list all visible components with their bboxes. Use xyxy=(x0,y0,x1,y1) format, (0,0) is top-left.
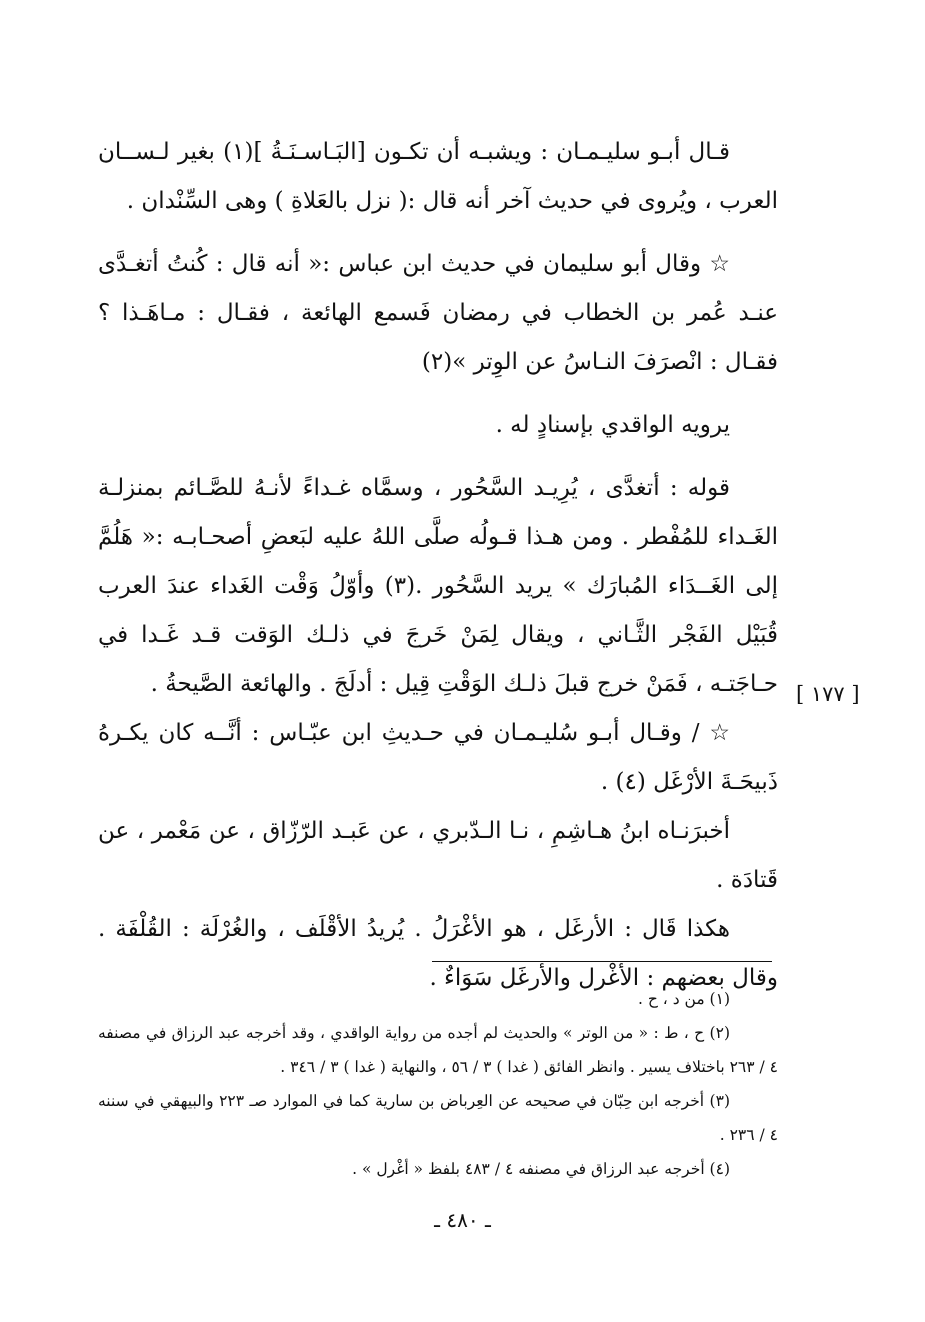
footnote-1: (١) من د ، ح . xyxy=(637,990,730,1008)
paragraph-7: هكذا قَال : الأرغَل ، هو الأغْرَلُ . يُريدُ الأقْلَف ، والغُرْلَة : القُلْفَة . وقال بعضهم : الأغْرل والأرغَل سَوَاءٌ . xyxy=(98,916,778,991)
margin-reference: [ ١٧٧ ] xyxy=(796,682,860,706)
footnote-divider xyxy=(432,961,772,962)
footnotes xyxy=(98,982,778,1186)
page-number: ـ ٤٨٠ ـ xyxy=(434,1208,491,1232)
footnote-2: (٢) ح ، ط : « من الوتر » والحديث لم أجده من رواية الواقدي ، وقد أخرجه عبد الرزاق في مصنفه ٤ / ٢٦٣ باختلاف يسير . وانظر الفائق ( غدا ) ٣ / ٥٦ ، والنهاية ( غدا ) ٣ / ٣٤٦ . xyxy=(98,1024,778,1076)
main-text xyxy=(98,128,778,1003)
paragraph-6: أخبرَنـاه ابنُ هـاشِمِ ، نـا الـدّبري ، عن عَبـد الرّزّاق ، عن مَعْمر ، عن قَتادَة . xyxy=(98,818,778,893)
footnote-3: (٣) أخرجه ابن حِبّان في صحيحه عن العِرباض بن سارية كما في الموارد صـ ٢٢٣ والبيهقي في سننه ٤ / ٢٣٦ . xyxy=(98,1092,778,1144)
paragraph-2: ☆ وقال أبو سليمان في حديث ابن عباس :« أنه قال : كُنتُ أتغـدَّى عنـد عُمر بن الخطاب في رمضان فَسمع الهائعة ، فقـال : مـاهَـذا ؟ فقـال : انْصرَفَ النـاسُ عن الوِتر »(٢) xyxy=(98,251,778,375)
paragraph-1: قـال أبـو سليـمـان : ويشبـه أن تكـون [البَـاسـنَـةُ ](١) بغير لـســان العرب ، ويُروى في حديث آخر أنه قال :( نزل بالعَلاةِ ) وهى السِّنْدان . xyxy=(98,139,778,214)
paragraph-4: قوله : أتغدَّى ، يُرِيـد السَّحُور ، وسمَّاه غـداءً لأنـهُ للصَّـائم بمنزلـة الغَـداء للمُفْطر . ومن هـذا قـولُه صلَّى اللهُ عليه لبَعضِ أصحـابـه :« هَلُمَّ إلى الغَــدَاء المُبارَك » يريد السَّحُور .(٣) وأوّلُ وَقْت الغَداء عندَ العرب قُبَيْل الفَجْر الثَّـاني ، ويقال لِمَنْ خَرجَ في ذلـك الوَقت قـد غَـدا في حـاجَتـه ، فَمَنْ خرج قبلَ ذلـك الوَقْتِ قِيل : أدلَجَ . والهائعة الصَّيحةُ . xyxy=(98,475,778,697)
paragraph-3: يرويه الواقدي بإسنادٍ له . xyxy=(495,412,730,438)
paragraph-5: ☆ / وقـال أبـو سُليـمـان في حـديثِ ابن عبّـاس : أنَّــه كان يكـرهُ ذَبيحَـةَ الأرْغَل (٤) . xyxy=(98,720,778,795)
footnote-4: (٤) أخرجه عبد الرزاق في مصنفه ٤ / ٤٨٣ بلفظ « أغْرل » . xyxy=(352,1160,730,1178)
